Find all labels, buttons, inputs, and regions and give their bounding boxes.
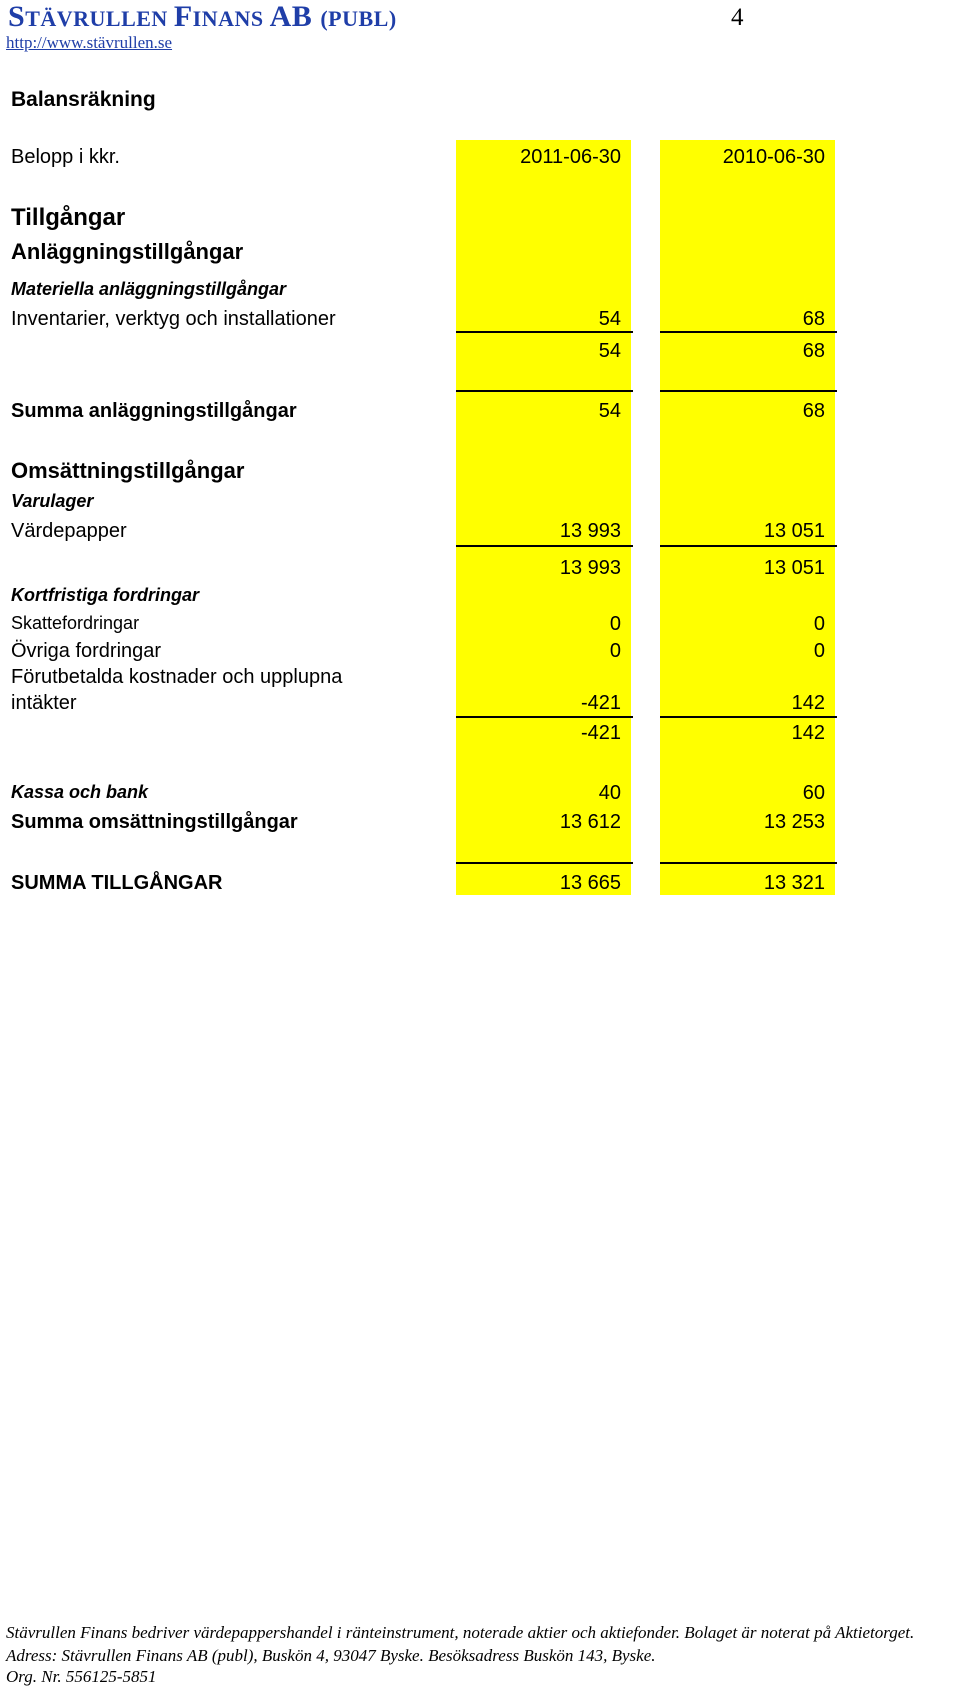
- footer-address: Adress: Stävrullen Finans AB (publ), Buskön 4, 93047 Byske. Besöksadress Buskön 143, Byske.: [6, 1646, 656, 1665]
- footer-description: Stävrullen Finans bedriver värdepappershandel i ränteinstrument, noterade aktier och aktiefonder. Bolaget är noterat på Aktietorget.: [6, 1623, 915, 1642]
- row-value-2011: 0: [609, 613, 621, 635]
- subtotal-rule: [456, 716, 633, 718]
- row-label: Kassa och bank: [11, 782, 149, 802]
- row-value-2010: 0: [813, 613, 825, 635]
- subtotal-rule: [456, 331, 633, 333]
- footer-org-number: Org. Nr. 556125-5851: [6, 1667, 157, 1686]
- row-value-2010: 0: [813, 640, 825, 662]
- total-value-2011: 54: [598, 400, 621, 422]
- subgroup-heading: Materiella anläggningstillgångar: [11, 279, 287, 299]
- website-link[interactable]: http://www.stävrullen.se: [6, 33, 173, 52]
- group-heading: Anläggningstillgångar: [11, 239, 244, 264]
- row-label: Inventarier, verktyg och installationer: [11, 308, 336, 330]
- row-value-2011: 40: [598, 782, 621, 804]
- subtotal-value-2010: 13 051: [763, 557, 825, 579]
- grand-total-rule: [456, 862, 633, 864]
- subtotal-value-2011: -421: [580, 722, 621, 744]
- total-rule: [660, 390, 837, 392]
- total-label: Summa anläggningstillgångar: [11, 400, 297, 422]
- total-value-2010: 68: [802, 400, 825, 422]
- total-value-2011: 13 612: [559, 811, 621, 833]
- row-value-2011: -421: [580, 692, 621, 714]
- row-value-2010: 60: [802, 782, 825, 804]
- grand-total-value-2010: 13 321: [763, 872, 825, 894]
- column-date-2010: 2010-06-30: [722, 146, 825, 168]
- row-value-2011: 0: [609, 640, 621, 662]
- report-heading: Balansräkning: [11, 88, 156, 111]
- page-number: 4: [731, 4, 744, 31]
- row-value-2010: 142: [791, 692, 825, 714]
- row-value-2011: 13 993: [559, 520, 621, 542]
- total-value-2010: 13 253: [763, 811, 825, 833]
- subtotal-rule: [660, 716, 837, 718]
- grand-total-rule: [660, 862, 837, 864]
- column-date-2011: 2011-06-30: [520, 146, 621, 168]
- row-label-continuation: intäkter: [11, 692, 77, 714]
- subtotal-value-2010: 68: [802, 340, 825, 362]
- group-heading: Omsättningstillgångar: [11, 458, 245, 483]
- total-label: Summa omsättningstillgångar: [11, 811, 298, 833]
- total-rule: [456, 390, 633, 392]
- subtotal-rule: [660, 331, 837, 333]
- subtotal-value-2011: 54: [598, 340, 621, 362]
- subgroup-heading: Varulager: [11, 491, 94, 511]
- company-title: STÄVRULLEN FINANS AB (PUBL): [8, 0, 397, 33]
- subtotal-value-2010: 142: [791, 722, 825, 744]
- row-value-2010: 68: [802, 308, 825, 330]
- amount-unit-label: Belopp i kkr.: [11, 146, 120, 168]
- grand-total-label: SUMMA TILLGÅNGAR: [11, 872, 223, 894]
- subgroup-heading: Kortfristiga fordringar: [11, 585, 200, 605]
- row-label: Skattefordringar: [11, 613, 140, 633]
- subtotal-rule: [456, 545, 633, 547]
- subtotal-value-2011: 13 993: [559, 557, 621, 579]
- row-label: Övriga fordringar: [11, 640, 162, 662]
- row-value-2010: 13 051: [763, 520, 825, 542]
- grand-total-value-2011: 13 665: [559, 872, 621, 894]
- row-label: Värdepapper: [11, 520, 127, 542]
- row-label: Förutbetalda kostnader och upplupna: [11, 666, 343, 688]
- subtotal-rule: [660, 545, 837, 547]
- row-value-2011: 54: [598, 308, 621, 330]
- section-heading: Tillgångar: [11, 204, 126, 231]
